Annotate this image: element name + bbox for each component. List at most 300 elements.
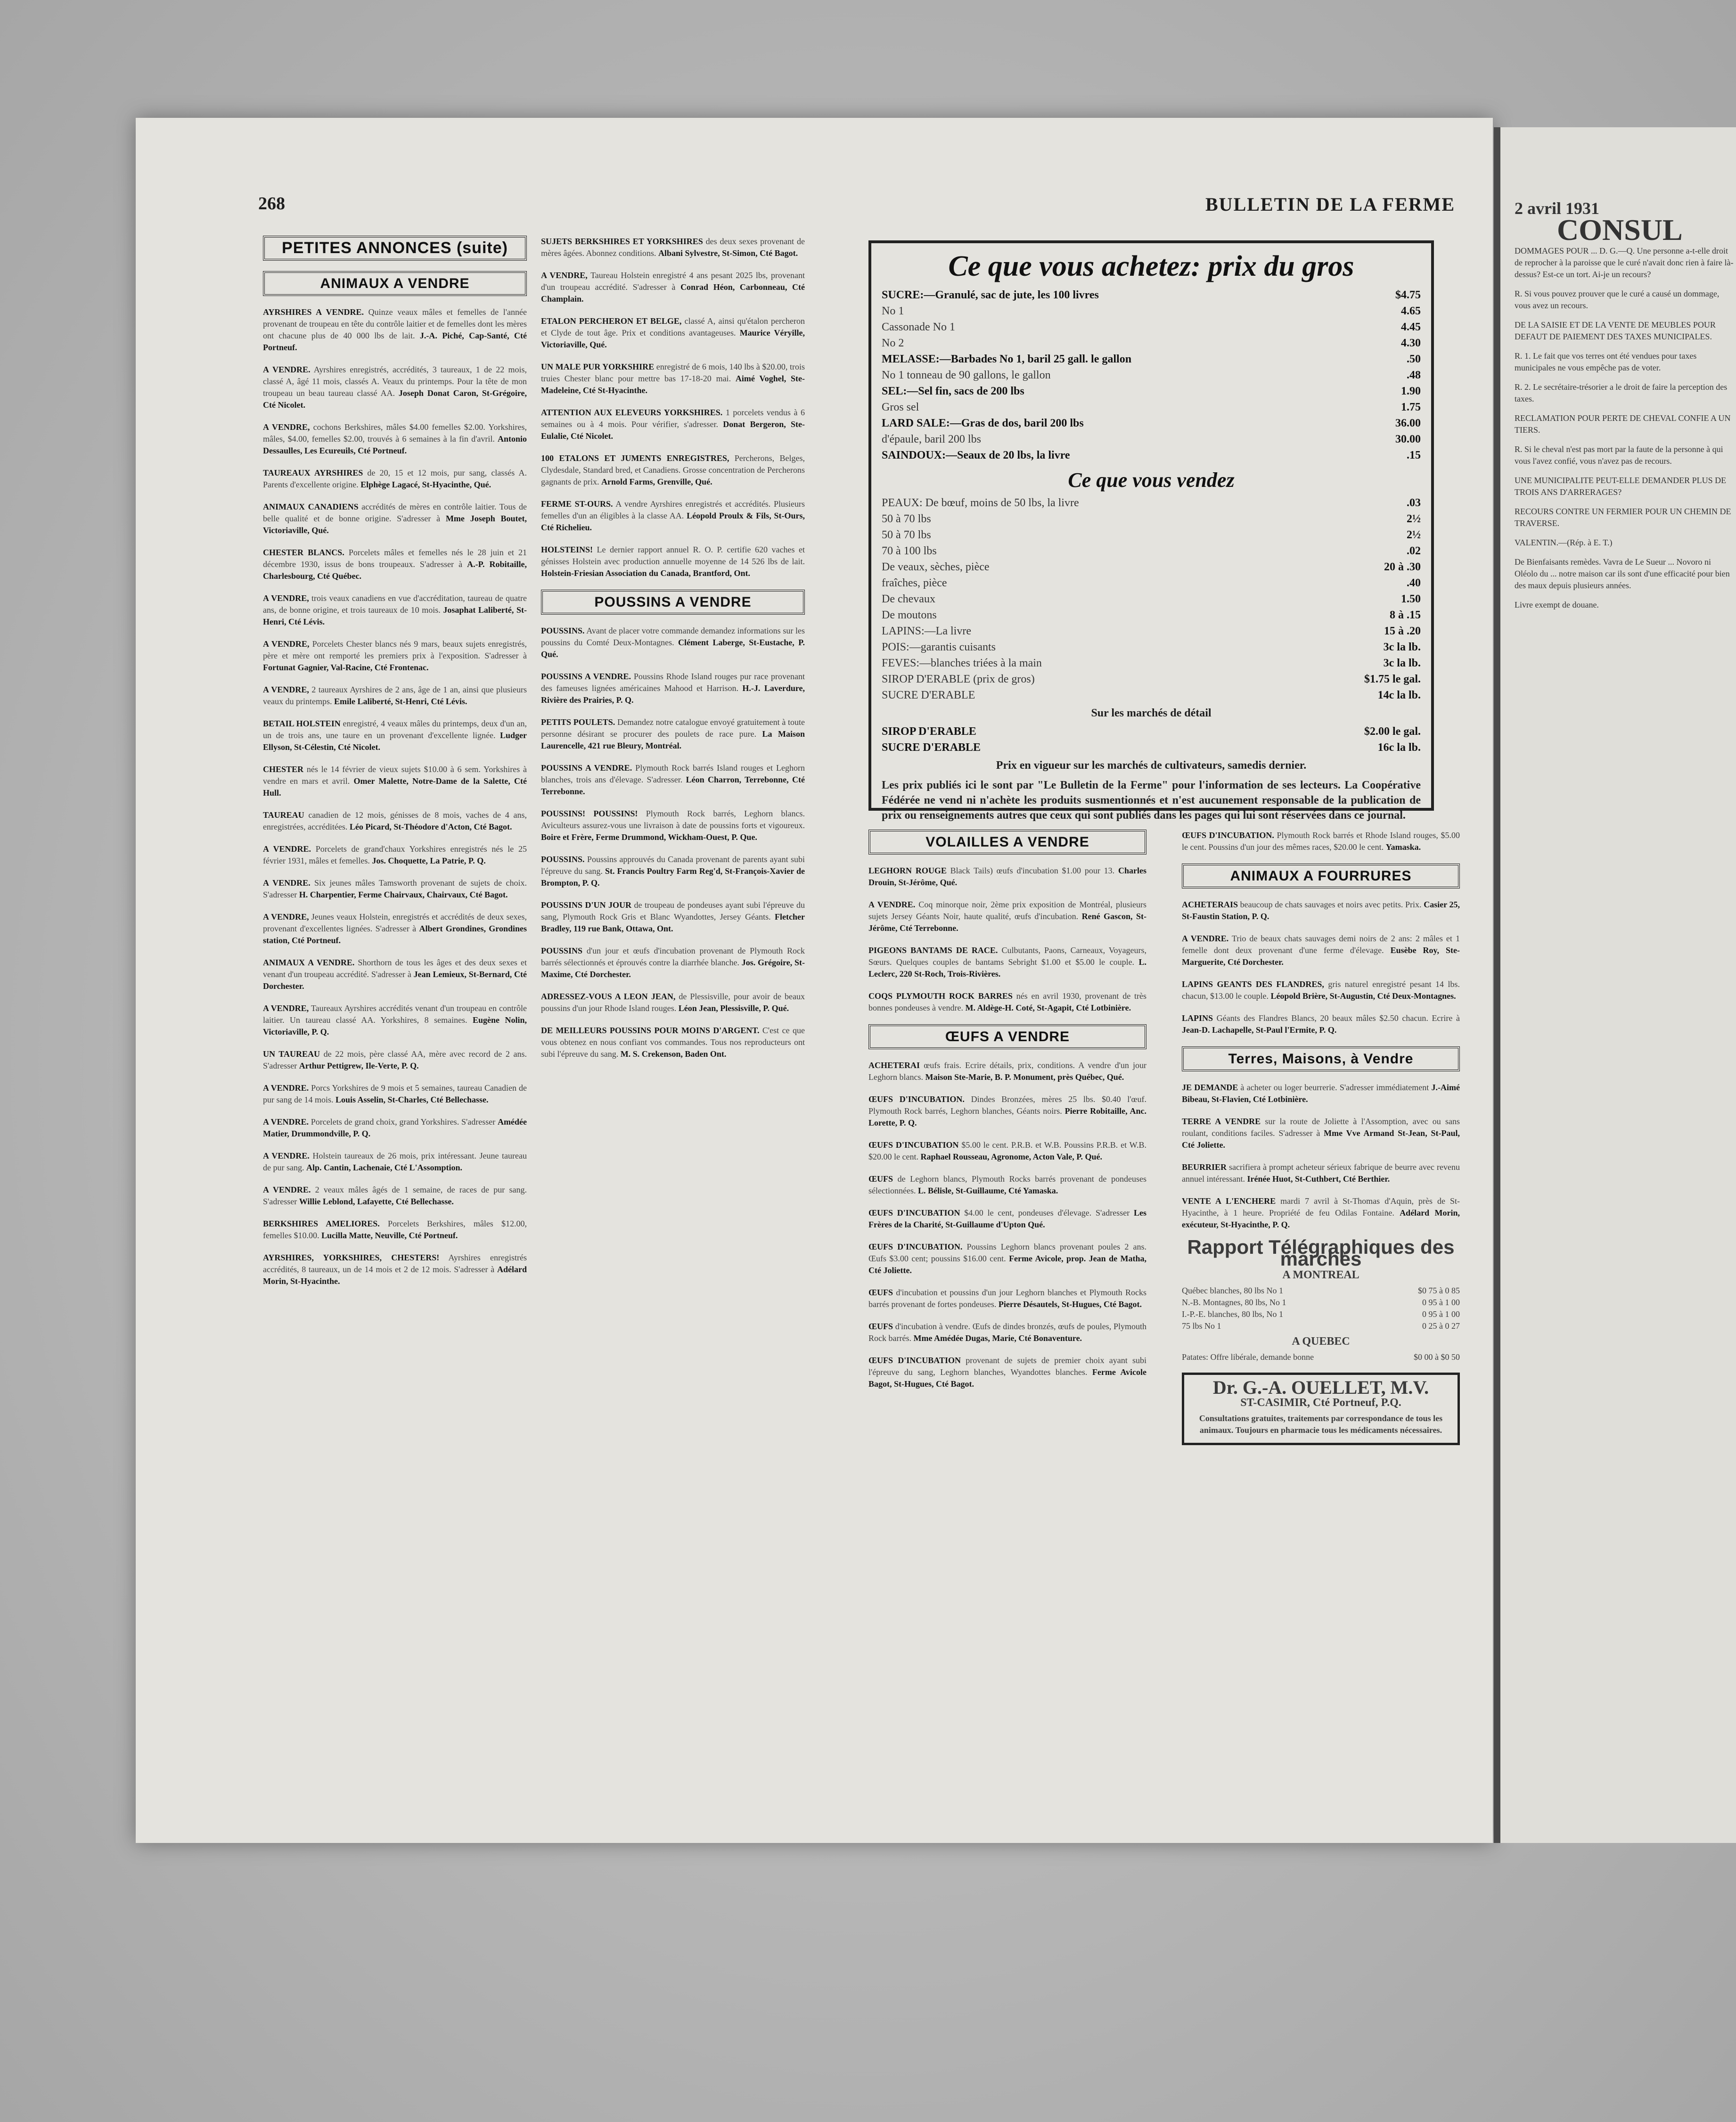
ad-lead: ACHETERAIS xyxy=(1182,900,1238,909)
classified-list xyxy=(263,306,527,1287)
price-value: 0 25 à 0 27 xyxy=(1422,1321,1460,1331)
ad-text: mardi 7 avril à St-Thomas d'Aquin, près de St-Hyacinthe, à 1 heure. Propriété de feu Odilas Fontaine. xyxy=(1182,1196,1460,1217)
classified-ad xyxy=(541,945,805,980)
ad-lead: ŒUFS D'INCUBATION xyxy=(868,1356,961,1365)
price-notice: Les prix publiés ici le sont par "Le Bulletin de la Ferme" pour l'information de ses lecteurs. La Coopérative Fédérée ne vend ni n'achète les produits susmentionnés et n'est aucunement responsable de la publication de prix ou renseignements autres que ceux qui sont publiés dans les pages qui lui sont réservées dans ce journal. xyxy=(882,779,1421,822)
price-row xyxy=(882,639,1421,655)
price-row xyxy=(882,655,1421,671)
price-label: 75 lbs No 1 xyxy=(1182,1321,1221,1331)
facing-paragraph: R. 2. Le secrétaire-trésorier a le droit de faire la perception des taxes. xyxy=(1515,382,1728,403)
price-label: LAPINS:—La livre xyxy=(882,625,971,637)
price-value: 20 à .30 xyxy=(1384,561,1421,573)
ad-signature: A.-P. Robitaille, Charlesbourg, Cté Québec. xyxy=(263,559,527,581)
ad-signature: Mme Amédée Dugas, Marie, Cté Bonaventure. xyxy=(913,1333,1082,1343)
column-1 xyxy=(263,236,527,1298)
ad-signature: René Gascon, St-Jérôme, Cté Terrebonne. xyxy=(868,912,1146,933)
ad-text: provenant de sujets de premier choix ayant subi l'épreuve du sang, Leghorn blanches, Wyandottes blanches. xyxy=(868,1356,1147,1377)
price-row xyxy=(882,511,1421,527)
ad-text: $5.00 le cent. P.R.B. et W.B. Poussins P.R.B. et W.B. $20.00 le cent. xyxy=(868,1140,1146,1161)
ad-text: de 20, 15 et 12 mois, pur sang, classés A. Parents d'excellente origine. xyxy=(263,468,527,489)
price-label: fraîches, pièce xyxy=(882,577,947,589)
price-label: MELASSE:—Barbades No 1, baril 25 gall. le gallon xyxy=(882,353,1132,365)
price-label: SUCRE:—Granulé, sac de jute, les 100 livres xyxy=(882,289,1099,301)
classified-ad xyxy=(263,957,527,992)
classified-ad xyxy=(868,1060,1146,1083)
ad-text: Plymouth Rock barrés Island rouges et Leghorn blanches, trois ans d'élevage. S'adresser. xyxy=(541,763,805,784)
ad-lead: A VENDRE. xyxy=(1182,934,1229,943)
ad-signature: Jos. Grégoire, St-Maxime, Cté Dorchester. xyxy=(541,958,805,979)
ad-text: Coq minorque noir, 2ème prix exposition de Montréal, plusieurs sujets Jersey Géants Noir, haute qualité, œufs d'incubation. xyxy=(868,900,1146,921)
ad-signature: Louis Asselin, St-Charles, Cté Bellechasse. xyxy=(335,1095,489,1104)
ad-signature: Charles Drouin, St-Jérôme, Qué. xyxy=(868,866,1146,887)
ad-signature: Joseph Donat Caron, St-Grégoire, Cté Nicolet. xyxy=(263,388,527,410)
price-value: .02 xyxy=(1407,545,1421,557)
ad-signature: Jos. Choquette, La Patrie, P. Q. xyxy=(372,856,486,865)
classified-ad xyxy=(1182,899,1460,922)
ad-lead: A VENDRE, xyxy=(263,1003,309,1013)
classified-list xyxy=(1182,830,1460,853)
price-row xyxy=(882,351,1421,367)
classified-ad xyxy=(263,547,527,582)
ouellet-ad xyxy=(1182,1373,1460,1445)
ad-text: d'incubation à vendre. Œufs de dindes bronzés, œufs de poules, Plymouth Rock barrés. xyxy=(868,1322,1146,1343)
classified-ad xyxy=(541,671,805,706)
ad-lead: ACHETERAI xyxy=(868,1061,920,1070)
price-value: .48 xyxy=(1407,369,1421,381)
column-3 xyxy=(868,830,1146,1400)
price-value: 2½ xyxy=(1407,513,1421,525)
price-label: No 1 xyxy=(882,305,904,317)
ad-lead: BERKSHIRES AMELIORES. xyxy=(263,1219,380,1228)
price-row xyxy=(882,607,1421,623)
price-value: 2½ xyxy=(1407,529,1421,541)
ad-signature: H. Charpentier, Ferme Chairvaux, Chairvaux, Cté Bagot. xyxy=(299,890,508,899)
facing-paragraph: De Bienfaisants remèdes. Vavra de Le Sueur ... Novoro ni Oléolo du ... notre maison car ils sont d'une efficacité pour bien des maux depuis plusieurs années. xyxy=(1515,557,1730,590)
ad-signature: Adélard Morin, St-Hyacinthe. xyxy=(263,1265,527,1286)
ad-lead: ŒUFS xyxy=(868,1322,893,1331)
classified-ad xyxy=(1182,1116,1460,1151)
price-row xyxy=(882,687,1421,703)
ad-text: $4.00 le cent, pondeuses d'élevage. S'adresser xyxy=(960,1208,1134,1217)
ad-signature: M. S. Crekenson, Baden Ont. xyxy=(620,1049,727,1059)
ad-text: accrédités de mères en contrôle laitier. Tous de belle qualité et de bonne origine. S'adresser à xyxy=(263,502,527,523)
price-label: SAINDOUX:—Seaux de 20 lbs, la livre xyxy=(882,449,1070,461)
petites-annonces-heading: PETITES ANNONCES (suite) xyxy=(263,236,527,261)
ad-signature: Omer Malette, Notre-Dame de la Salette, Cté Hull. xyxy=(263,776,527,798)
ad-signature: Arnold Farms, Grenville, Qué. xyxy=(601,477,712,486)
ad-signature: Eusèbe Roy, Ste-Marguerite, Cté Dorchester. xyxy=(1182,946,1460,967)
ad-text: Poussins Leghorn blancs provenant poules 2 ans. Œufs $3.00 cent; poussins $16.00 cent. xyxy=(868,1242,1147,1263)
price-value: .15 xyxy=(1407,449,1421,461)
classified-ad xyxy=(1182,1161,1460,1185)
ad-lead: JE DEMANDE xyxy=(1182,1083,1238,1092)
ad-text: sur la route de Joliette à l'Assomption, avec ou sans roulant, conditions faciles. S'adresser à xyxy=(1182,1117,1460,1138)
price-label: SIROP D'ERABLE (prix de gros) xyxy=(882,673,1035,685)
ad-signature: Albert Grondines, Grondines station, Cté Portneuf. xyxy=(263,924,527,945)
price-label: FEVES:—blanches triées à la main xyxy=(882,657,1042,669)
price-label: Patates: Offre libérale, demande bonne xyxy=(1182,1352,1314,1362)
price-label: 50 à 70 lbs xyxy=(882,529,931,541)
price-box xyxy=(868,240,1434,822)
ad-text: Taureaux Ayrshires accrédités venant d'un troupeau en contrôle laitier. Un taureau classé AA. Yorkshires, 8 semaines. xyxy=(263,1003,527,1025)
price-row xyxy=(882,559,1421,575)
price-label: POIS:—garantis cuisants xyxy=(882,641,996,653)
ad-text: Porcelets Berkshires, mâles $12.00, femelles $10.00. xyxy=(263,1219,527,1240)
classified-ad xyxy=(868,1094,1146,1129)
ad-lead: PETITS POULETS. xyxy=(541,717,615,727)
ad-signature: Donat Bergeron, Ste-Eulalie, Cté Nicolet. xyxy=(541,419,805,441)
price-value: 16c la lb. xyxy=(1377,741,1421,754)
ad-lead: A VENDRE. xyxy=(263,1117,309,1127)
ad-text: Demandez notre catalogue envoyé gratuitement à toute personne désirant se procurer des poulets de race pure. xyxy=(541,717,805,739)
price-label: No 1 tonneau de 90 gallons, le gallon xyxy=(882,369,1051,381)
ad-lead: A VENDRE. xyxy=(868,900,916,909)
price-label: SUCRE D'ERABLE xyxy=(882,741,981,754)
classified-ad xyxy=(541,498,805,534)
ad-lead: UN MALE PUR YORKSHIRE xyxy=(541,362,655,371)
classified-ad xyxy=(541,808,805,843)
ad-signature: Les Frères de la Charité, St-Guillaume d'Upton Qué. xyxy=(868,1208,1146,1229)
classified-list xyxy=(868,1060,1146,1390)
ad-lead: A VENDRE, xyxy=(541,271,588,280)
ad-lead: LAPINS xyxy=(1182,1013,1213,1023)
ad-lead: DE MEILLEURS POUSSINS POUR MOINS D'ARGENT. xyxy=(541,1026,760,1035)
ad-lead: ATTENTION AUX ELEVEURS YORKSHIRES. xyxy=(541,408,723,417)
classified-ad xyxy=(868,899,1146,934)
market-report-title: Rapport Télégraphiques des marchés xyxy=(1187,1236,1455,1270)
price-footnote: Prix en vigueur sur les marchés de cultivateurs, samedis dernier. xyxy=(996,759,1307,772)
price-value: $4.75 xyxy=(1395,289,1421,301)
ad-signature: Fortunat Gagnier, Val-Racine, Cté Frontenac. xyxy=(263,663,429,672)
ad-signature: Léon Jean, Plessisville, P. Qué. xyxy=(678,1003,789,1013)
price-value: 1.90 xyxy=(1401,385,1421,397)
ad-signature: Arthur Pettigrew, Ile-Verte, P. Q. xyxy=(299,1061,419,1070)
terres-heading: Terres, Maisons, à Vendre xyxy=(1182,1046,1460,1071)
price-value: .50 xyxy=(1407,353,1421,365)
ad-signature: Willie Leblond, Lafayette, Cté Bellechasse. xyxy=(299,1197,454,1206)
ad-lead: POUSSINS A VENDRE. xyxy=(541,763,632,773)
ad-lead: A VENDRE. xyxy=(263,1151,310,1160)
ad-text: Porcelets de grand'chaux Yorkshires enregistrés nés le 25 février 1931, mâles et femelles. xyxy=(263,844,527,865)
classified-ad xyxy=(541,544,805,579)
classified-ad xyxy=(263,911,527,946)
classified-ad xyxy=(868,1173,1146,1197)
price-row xyxy=(882,303,1421,319)
price-label: SUCRE D'ERABLE xyxy=(882,689,975,701)
ad-signature: Jean Lemieux, St-Bernard, Cté Dorchester. xyxy=(263,970,527,991)
column-4 xyxy=(1182,830,1460,1445)
classified-ad xyxy=(1182,830,1460,853)
ad-text: de Plessisville, pour avoir de beaux poussins d'un jour Rhode Island rouges. xyxy=(541,992,805,1013)
classified-ad xyxy=(868,1355,1146,1390)
ad-signature: Albani Sylvestre, St-Simon, Cté Bagot. xyxy=(658,248,798,258)
price-value: 1.75 xyxy=(1401,401,1421,413)
price-box-title: Ce que vous achetez: prix du gros xyxy=(948,250,1354,282)
ad-lead: LEGHORN ROUGE xyxy=(868,866,947,875)
ad-signature: Lucilla Matte, Neuville, Cté Portneuf. xyxy=(321,1231,458,1240)
classified-ad xyxy=(263,501,527,536)
price-row xyxy=(1182,1285,1460,1297)
classified-ad xyxy=(263,1116,527,1140)
classified-ad xyxy=(1182,1082,1460,1105)
facing-paragraph: UNE MUNICIPALITE PEUT-ELLE DEMANDER PLUS DE TROIS ANS D'ARRERAGES? xyxy=(1515,476,1727,497)
ad-text: Trio de beaux chats sauvages demi noirs de 2 ans: 2 mâles et 1 femelle dont deux provenant d'une ferme d'élevage. xyxy=(1182,934,1460,955)
classified-ad xyxy=(263,1150,527,1174)
ad-signature: Léo Picard, St-Théodore d'Acton, Cté Bagot. xyxy=(349,822,512,831)
ad-lead: HOLSTEINS! xyxy=(541,545,593,554)
classified-list xyxy=(1182,899,1460,1036)
running-head: BULLETIN DE LA FERME xyxy=(1205,194,1456,215)
facing-paragraph: DOMMAGES POUR ... D. G.—Q. Une personne a-t-elle droit de reprocher à la paroisse que le curé n'avait donc rien à faire là-dessus? Est-ce un tort. Ai-je un recours? xyxy=(1515,246,1734,279)
ad-lead: UN TAUREAU xyxy=(263,1049,320,1059)
ad-text: Holstein taureaux de 26 mois, prix intéressant. Jeune taureau de pur sang. xyxy=(263,1151,527,1172)
ad-text: Avant de placer votre commande demandez informations sur les poussins du Comté Deux-Montagnes. xyxy=(541,626,805,647)
classified-ad xyxy=(541,854,805,889)
ad-signature: Conrad Héon, Carbonneau, Cté Champlain. xyxy=(541,282,805,304)
price-value: 14c la lb. xyxy=(1377,689,1421,701)
price-value: $1.75 le gal. xyxy=(1364,673,1421,685)
classified-ad xyxy=(541,716,805,752)
classified-ad xyxy=(868,990,1146,1014)
classified-ad xyxy=(1182,1012,1460,1036)
classified-ad xyxy=(263,1048,527,1072)
ad-text: Percherons, Belges, Clydesdale, Standard bred, et Canadiens. Grosse concentration de Percherons gagnants de prix. xyxy=(541,453,805,486)
price-row xyxy=(882,543,1421,559)
ad-signature: St. Francis Poultry Farm Reg'd, St-François-Xavier de Brompton, P. Q. xyxy=(541,866,805,888)
classified-list xyxy=(541,625,805,1060)
ad-text: sacrifiera à prompt acheteur sérieux fabrique de beurre avec revenu annuel intéressant. xyxy=(1182,1162,1460,1184)
ad-signature: Elphège Lagacé, St-Hyacinthe, Qué. xyxy=(360,480,491,489)
ad-lead: ANIMAUX A VENDRE. xyxy=(263,958,355,967)
price-label: 70 à 100 lbs xyxy=(882,545,937,557)
ad-lead: ETALON PERCHERON ET BELGE, xyxy=(541,316,682,326)
ad-lead: A VENDRE. xyxy=(263,844,311,854)
classified-ad xyxy=(541,625,805,660)
ad-signature: Eugène Nolin, Victoriaville, P. Q. xyxy=(263,1015,527,1036)
ad-lead: POUSSINS xyxy=(541,946,583,955)
ad-signature: Amédée Matier, Drummondville, P. Q. xyxy=(263,1117,527,1138)
ad-lead: BETAIL HOLSTEIN xyxy=(263,719,341,728)
ad-signature: Boire et Frère, Ferme Drummond, Wickham-Ouest, P. Que. xyxy=(541,832,757,842)
classified-ad xyxy=(263,1252,527,1287)
ad-text: Poussins approuvés du Canada provenant de parents ayant subi l'épreuve du sang. xyxy=(541,855,805,876)
price-row xyxy=(882,623,1421,639)
classified-ad xyxy=(868,865,1146,888)
price-value: 4.65 xyxy=(1401,305,1421,317)
ad-signature: Pierre Désautels, St-Hugues, Cté Bagot. xyxy=(998,1300,1142,1309)
price-value: 8 à .15 xyxy=(1390,609,1421,621)
ad-lead: ŒUFS D'INCUBATION. xyxy=(868,1094,965,1104)
classified-ad xyxy=(541,991,805,1014)
classified-ad xyxy=(541,236,805,259)
ad-text: Jeunes veaux Holstein, enregistrés et accrédités de deux sexes, provenant d'excellentes lignées. S'adresser à xyxy=(263,912,527,933)
classified-ad xyxy=(263,684,527,707)
quebec-quotes xyxy=(1182,1351,1460,1363)
ad-text: Black Tails) œufs d'incubation $1.00 pour 13. xyxy=(946,866,1118,875)
classified-ad xyxy=(263,877,527,901)
price-row xyxy=(882,575,1421,591)
ad-text: enregistré, 4 veaux mâles du printemps, deux d'un an, un de trois ans, une taure en un provenant d'excellente lignée. xyxy=(263,719,527,740)
ad-text: Plymouth Rock barrés et Rhode Island rouges, $5.00 le cent. Poussins d'un jour des mêmes races, $20.00 le cent. xyxy=(1182,831,1460,852)
ad-text: nés en avril 1930, provenant de très bonnes pondeuses à vendre. xyxy=(868,991,1147,1012)
ad-text: Ayrshires enregistrés accrédités, 8 taureaux, un de 14 mois et 2 de 12 mois. S'adresser à xyxy=(263,1253,527,1274)
ad-lead: CHESTER BLANCS. xyxy=(263,548,344,557)
ad-lead: A VENDRE, xyxy=(263,422,310,432)
price-row xyxy=(882,399,1421,415)
quebec-label: A QUEBEC xyxy=(1292,1335,1350,1348)
classified-ad xyxy=(868,1287,1146,1310)
price-row xyxy=(1182,1297,1460,1308)
facing-page-heading: CONSUL xyxy=(1557,213,1683,247)
page-number: 268 xyxy=(258,194,285,214)
classified-ad xyxy=(263,638,527,674)
ad-text: enregistré de 6 mois, 140 lbs à $20.00, trois truies Chester blanc pour mettre bas 17-18-20 mai. xyxy=(541,362,805,383)
facing-paragraph: R. Si vous pouvez prouver que le curé a causé un dommage, vous avez un recours. xyxy=(1515,289,1720,310)
price-label: PEAUX: De bœuf, moins de 50 lbs, la livre xyxy=(882,497,1079,509)
ad-signature: Clément Laberge, St-Eustache, P. Qué. xyxy=(541,638,805,659)
ad-text: de 22 mois, père classé AA, mère avec record de 2 ans. S'adresser xyxy=(263,1049,527,1070)
ad-signature: Léopold Proulx & Fils, St-Ours, Cté Richelieu. xyxy=(541,511,805,532)
ad-signature: Aimé Voghel, Ste-Madeleine, Cté St-Hyacinthe. xyxy=(541,374,805,395)
ad-lead: COQS PLYMOUTH ROCK BARRES xyxy=(868,991,1013,1001)
ad-lead: A VENDRE. xyxy=(263,365,311,374)
price-value: $0 75 à 0 85 xyxy=(1418,1286,1460,1295)
classified-ad xyxy=(263,1184,527,1208)
price-value: 30.00 xyxy=(1395,433,1421,445)
ad-lead: ADRESSEZ-VOUS A LEON JEAN, xyxy=(541,992,676,1001)
ad-text: cochons Berkshires, mâles $4.00 femelles $2.00. Yorkshires, mâles, $4.00, femelles $2.00, trouvés à 6 semaines à la fin d'avril. xyxy=(263,422,527,444)
price-row xyxy=(882,335,1421,351)
ad-text: d'incubation et poussins d'un jour Leghorn blanches et Plymouth Rocks barrés provenant de fortes pondeuses. xyxy=(868,1288,1146,1309)
price-value: 36.00 xyxy=(1395,417,1421,429)
poussins-heading: POUSSINS A VENDRE xyxy=(541,590,805,615)
price-value: 4.30 xyxy=(1401,337,1421,349)
ad-lead: AYRSHIRES A VENDRE. xyxy=(263,307,364,317)
classified-ad xyxy=(263,843,527,867)
volailles-heading: VOLAILLES A VENDRE xyxy=(868,830,1146,855)
ad-lead: ŒUFS D'INCUBATION xyxy=(868,1208,960,1217)
price-value: 1.50 xyxy=(1401,593,1421,605)
classified-ad xyxy=(263,809,527,833)
price-row xyxy=(882,527,1421,543)
facing-paragraph: R. Si le cheval n'est pas mort par la faute de la personne à qui vous l'avez confié, vous n'avez pas de recours. xyxy=(1515,444,1723,466)
classified-ad xyxy=(541,762,805,798)
ad-signature: Jean-D. Lachapelle, St-Paul l'Ermite, P. Q. xyxy=(1182,1025,1337,1035)
ad-signature: M. Aldège-H. Coté, St-Agapit, Cté Lotbinière. xyxy=(965,1003,1131,1012)
detail-title: Sur les marchés de détail xyxy=(1091,707,1212,719)
classified-ad xyxy=(263,467,527,491)
classified-ad xyxy=(1182,933,1460,968)
classified-ad xyxy=(868,945,1146,980)
price-label: De veaux, sèches, pièce xyxy=(882,561,990,573)
ad-lead: A VENDRE, xyxy=(263,685,309,694)
animaux-heading: ANIMAUX A VENDRE xyxy=(263,271,527,296)
classified-ad xyxy=(541,270,805,305)
price-value: 0 95 à 1 00 xyxy=(1422,1309,1460,1319)
ad-lead: A VENDRE, xyxy=(263,639,310,649)
ad-signature: Fletcher Bradley, 119 rue Bank, Ottawa, Ont. xyxy=(541,912,805,933)
price-label: 50 à 70 lbs xyxy=(882,513,931,525)
ad-signature: H.-J. Laverdure, Rivière des Prairies, P. Q. xyxy=(541,683,805,705)
ad-text: 1 porcelets vendus à 6 semaines ou à 4 mois. Pour vérifier, s'adresser. xyxy=(541,408,805,429)
price-label: LARD SALE:—Gras de dos, baril 200 lbs xyxy=(882,417,1084,429)
ad-lead: SUJETS BERKSHIRES ET YORKSHIRES xyxy=(541,237,703,246)
ad-lead: A VENDRE. xyxy=(263,1083,309,1093)
price-value: $2.00 le gal. xyxy=(1364,725,1421,738)
ad-signature: La Maison Laurencelle, 421 rue Bleury, Montréal. xyxy=(541,729,805,750)
ad-lead: CHESTER xyxy=(263,765,304,774)
ad-signature: Ferme Avicole Bagot, St-Hugues, Cté Bagot. xyxy=(868,1367,1146,1389)
ad-text: Dindes Bronzées, mères 25 lbs. $0.40 l'œuf. Plymouth Rock barrés, Leghorn blanches, Géants noirs. xyxy=(868,1094,1146,1116)
ad-signature: Holstein-Friesian Association du Canada, Brantford, Ont. xyxy=(541,568,751,578)
newspaper-page xyxy=(136,118,1493,1843)
facing-page xyxy=(1494,127,1736,1843)
classified-ad xyxy=(263,1218,527,1242)
ad-text: 2 veaux mâles âgés de 1 semaine, de races de pur sang. S'adresser xyxy=(263,1185,527,1206)
ad-signature: Raphael Rousseau, Agronome, Acton Vale, P. Qué. xyxy=(920,1152,1103,1161)
facing-page-paragraphs xyxy=(1515,245,1736,611)
price-label: I.-P.-E. blanches, 80 lbs, No 1 xyxy=(1182,1309,1283,1319)
ad-lead: TAUREAU xyxy=(263,810,304,820)
facing-paragraph: VALENTIN.—(Rép. à E. T.) xyxy=(1515,538,1613,547)
classified-ad xyxy=(263,1082,527,1106)
ad-text: 2 taureaux Ayrshires de 2 ans, âge de 1 an, ainsi que plusieurs veaux du printemps. xyxy=(263,685,527,706)
classified-ad xyxy=(263,364,527,411)
facing-paragraph: RECOURS CONTRE UN FERMIER POUR UN CHEMIN DE TRAVERSE. xyxy=(1515,507,1731,528)
ad-signature: Yamaska. xyxy=(1385,842,1421,852)
ad-signature: Alp. Cantin, Lachenaie, Cté L'Assomption. xyxy=(306,1163,463,1172)
price-value: .40 xyxy=(1407,577,1421,589)
ad-text: à acheter ou loger beurrerie. S'adresser immédiatement xyxy=(1238,1083,1432,1092)
price-row xyxy=(882,383,1421,399)
facing-paragraph: DE LA SAISIE ET DE LA VENTE DE MEUBLES POUR DEFAUT DE PAIEMENT DES TAXES MUNICIPALES. xyxy=(1515,320,1716,341)
ad-lead: ŒUFS D'INCUBATION. xyxy=(1182,831,1274,840)
ad-lead: POUSSINS! POUSSINS! xyxy=(541,809,638,818)
ad-signature: J.-A. Piché, Cap-Santé, Cté Portneuf. xyxy=(263,331,527,352)
classified-ad xyxy=(263,764,527,799)
price-value: 4.45 xyxy=(1401,321,1421,333)
ad-lead: POUSSINS D'UN JOUR xyxy=(541,900,631,910)
classified-ad xyxy=(541,1025,805,1060)
ad-signature: Antonio Dessaulles, Les Ecureuils, Cté Portneuf. xyxy=(263,434,527,455)
ad-lead: A VENDRE. xyxy=(263,878,311,888)
price-row xyxy=(1182,1308,1460,1320)
ouellet-address: ST-CASIMIR, Cté Portneuf, P.Q. xyxy=(1240,1397,1401,1409)
price-label: d'épaule, baril 200 lbs xyxy=(882,433,981,445)
ad-signature: L. Leclerc, 220 St-Roch, Trois-Rivières. xyxy=(868,957,1146,979)
ad-lead: 100 ETALONS ET JUMENTS ENREGISTRES, xyxy=(541,453,729,463)
price-label: N.-B. Montagnes, 80 lbs, No 1 xyxy=(1182,1298,1286,1307)
oeufs-heading: ŒUFS A VENDRE xyxy=(868,1024,1146,1049)
price-row xyxy=(882,671,1421,687)
ad-text: C'est ce que vous obtenez en nous confiant vos commandes. Tous nos reproducteurs ont subi l'épreuve du sang. xyxy=(541,1026,805,1059)
price-row xyxy=(882,431,1421,447)
price-value: 0 95 à 1 00 xyxy=(1422,1298,1460,1307)
price-row xyxy=(1182,1320,1460,1332)
classified-ad xyxy=(263,421,527,457)
ad-lead: A VENDRE, xyxy=(263,593,309,603)
classified-list xyxy=(541,236,805,579)
ad-signature: Emile Laliberté, St-Henri, Cté Lévis. xyxy=(334,697,467,706)
ad-lead: POUSSINS A VENDRE. xyxy=(541,672,631,681)
montreal-label: A MONTREAL xyxy=(1282,1269,1359,1281)
price-label: SEL:—Sel fin, sacs de 200 lbs xyxy=(882,385,1024,397)
ad-text: Porcelets Chester blancs nés 9 mars, beaux sujets enregistrés, père et mère ont remporté les premiers prix à l'exposition. S'adresser à xyxy=(263,639,527,660)
fourrures-heading: ANIMAUX A FOURRURES xyxy=(1182,864,1460,888)
price-value: 3c la lb. xyxy=(1383,641,1421,653)
ad-lead: FERME ST-OURS. xyxy=(541,499,613,509)
ad-text: A vendre Ayrshires enregistrés et accrédités. Plusieurs femelles d'un an éligibles à la classe AA. xyxy=(541,499,805,520)
